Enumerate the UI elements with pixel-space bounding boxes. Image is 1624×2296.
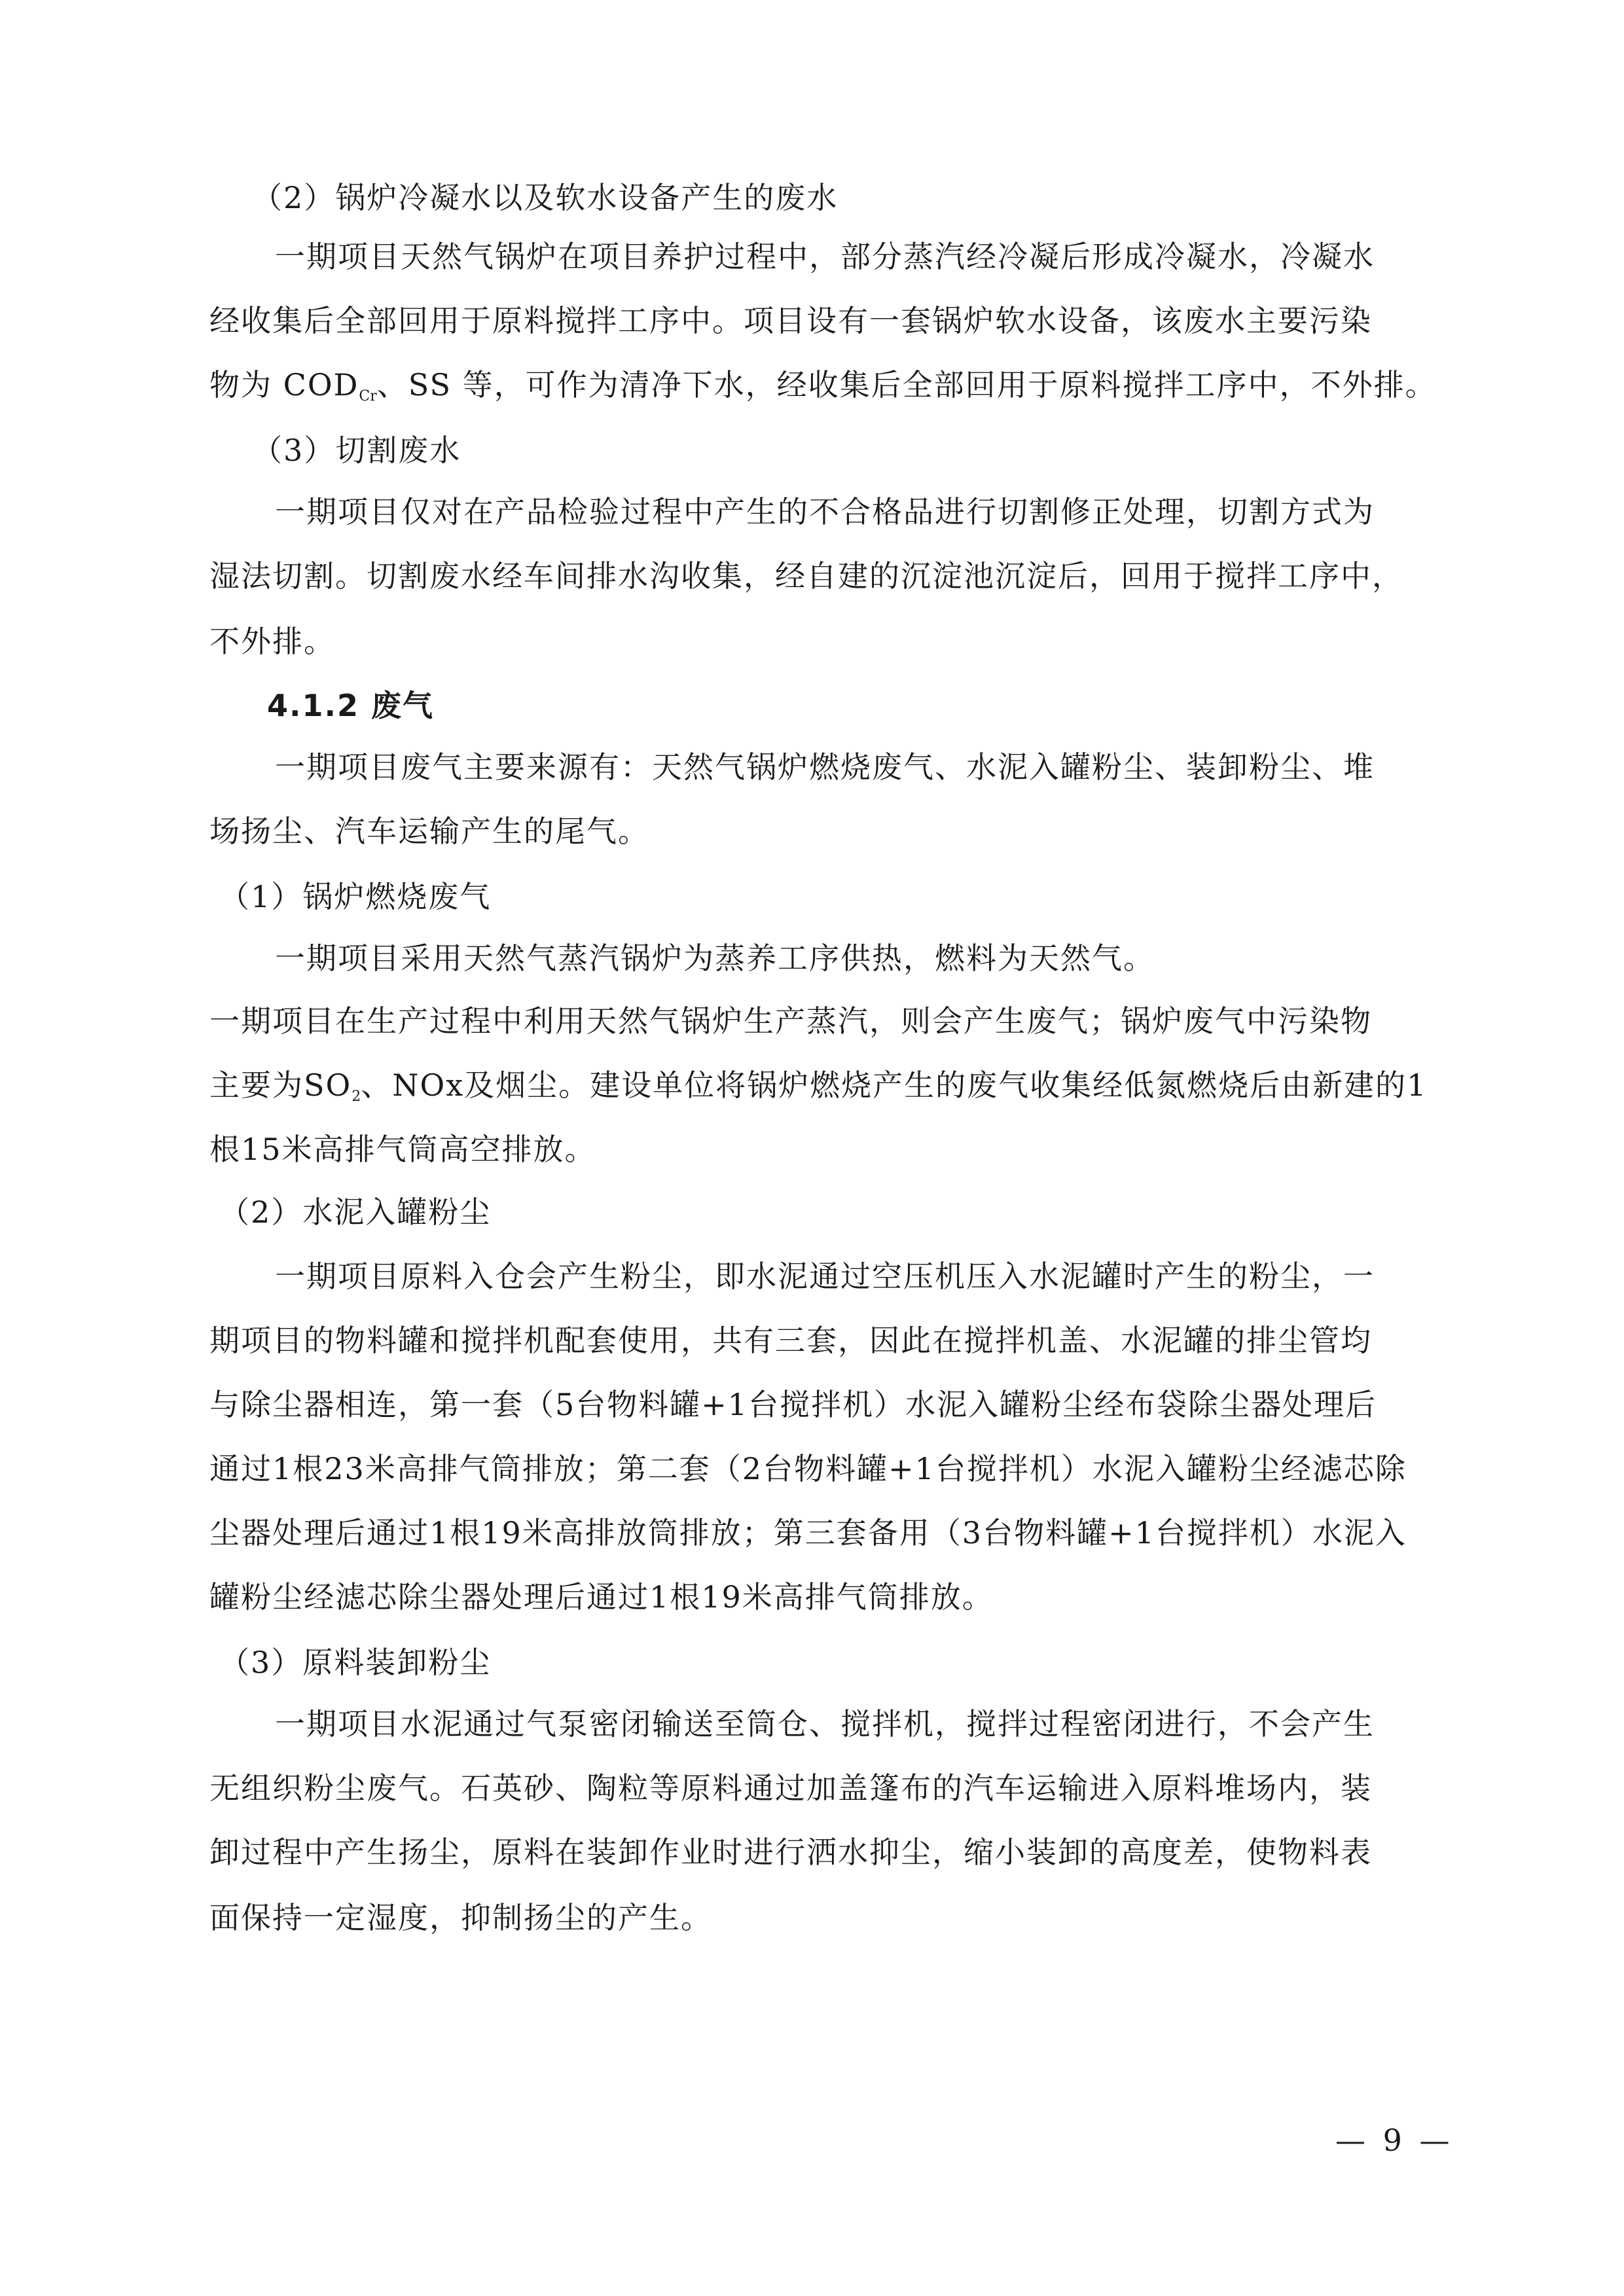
section-heading-exhaust: 4.1.2 废气 (267, 688, 434, 723)
paragraph-line (209, 365, 1437, 404)
subheading-cement-dust: （2）水泥入罐粉尘 (219, 1194, 492, 1230)
paragraph-line: 湿法切割。切割废水经车间排水沟收集，经自建的沉淀池沉淀后，回用于搅拌工序中， (209, 558, 1403, 594)
subheading-boiler-condensate: （2）锅炉冷凝水以及软水设备产生的废水 (252, 180, 839, 215)
text-span: 物为 COD (209, 367, 359, 403)
paragraph-line: 罐粉尘经滤芯除尘器处理后通过1根19米高排气筒排放。 (209, 1579, 994, 1615)
paragraph-line (209, 1066, 1427, 1105)
paragraph-line: 期项目的物料罐和搅拌机配套使用，共有三套，因此在搅拌机盖、水泥罐的排尘管均 (209, 1323, 1372, 1358)
paragraph-line: 根15米高排气筒高空排放。 (209, 1132, 596, 1167)
paragraph-line: 无组织粉尘废气。石英砂、陶粒等原料通过加盖篷布的汽车运输进入原料堆场内，装 (209, 1770, 1372, 1806)
text-span: 、NOx及烟尘。建设单位将锅炉燃烧产生的废气收集经低氮燃烧后由新建的1 (361, 1067, 1428, 1103)
paragraph-line: 与除尘器相连，第一套（5台物料罐+1台搅拌机）水泥入罐粉尘经布袋除尘器处理后 (209, 1387, 1377, 1422)
paragraph-line: 一期项目天然气锅炉在项目养护过程中，部分蒸汽经冷凝后形成冷凝水，冷凝水 (275, 239, 1375, 274)
paragraph-line: 一期项目水泥通过气泵密闭输送至筒仓、搅拌机，搅拌过程密闭进行，不会产生 (275, 1706, 1375, 1742)
paragraph-line: 一期项目仅对在产品检验过程中产生的不合格品进行切割修正处理，切割方式为 (275, 494, 1375, 529)
paragraph-line: 一期项目原料入仓会产生粉尘，即水泥通过空压机压入水泥罐时产生的粉尘，一 (275, 1259, 1375, 1294)
paragraph-line: 不外排。 (209, 624, 335, 659)
paragraph-line: 一期项目采用天然气蒸汽锅炉为蒸养工序供热，燃料为天然气。 (275, 941, 1155, 976)
subheading-cutting-wastewater: （3）切割废水 (252, 433, 461, 468)
text-span: 主要为SO (209, 1067, 352, 1103)
paragraph-line: 经收集后全部回用于原料搅拌工序中。项目设有一套锅炉软水设备，该废水主要污染 (209, 303, 1372, 338)
paragraph-line: 尘器处理后通过1根19米高排放筒排放；第三套备用（3台物料罐+1台搅拌机）水泥入 (209, 1515, 1407, 1551)
subheading-loading-dust: （3）原料装卸粉尘 (219, 1645, 492, 1680)
subscript-2: 2 (352, 1088, 361, 1105)
paragraph-line: 一期项目废气主要来源有：天然气锅炉燃烧废气、水泥入罐粉尘、装卸粉尘、堆 (275, 749, 1375, 785)
subscript-cr: Cr (359, 388, 377, 404)
paragraph-line: 面保持一定湿度，抑制扬尘的产生。 (209, 1900, 712, 1935)
page-number: — 9 — (1335, 2123, 1454, 2158)
text-span: 、SS 等，可作为清净下水，经收集后全部回用于原料搅拌工序中，不外排。 (376, 367, 1437, 403)
paragraph-line: 一期项目在生产过程中利用天然气锅炉生产蒸汽，则会产生废气；锅炉废气中污染物 (209, 1003, 1372, 1039)
subheading-boiler-exhaust: （1）锅炉燃烧废气 (219, 879, 492, 914)
paragraph-line: 卸过程中产生扬尘，原料在装卸作业时进行洒水抑尘，缩小装卸的高度差，使物料表 (209, 1835, 1372, 1870)
paragraph-line: 通过1根23米高排气筒排放；第二套（2台物料罐+1台搅拌机）水泥入罐粉尘经滤芯除 (209, 1451, 1407, 1486)
paragraph-line: 场扬尘、汽车运输产生的尾气。 (209, 814, 649, 849)
